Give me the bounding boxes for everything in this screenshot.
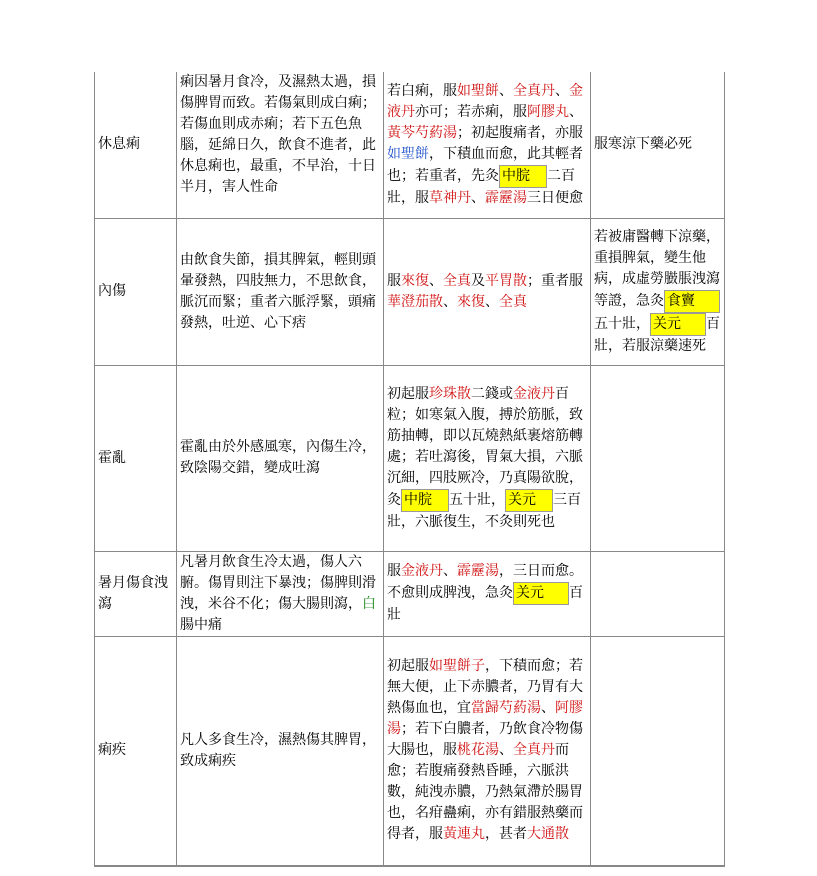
remedy-name: 如聖餅子 — [429, 658, 485, 675]
remedy-name: 全真 — [443, 272, 471, 289]
table-row — [95, 551, 725, 636]
remedy-name: 華澄茄散 — [387, 293, 443, 310]
acupoint-highlight: 中脘 — [499, 165, 547, 188]
remedy-name: 如聖餅 — [387, 145, 429, 162]
text-segment: 服寒涼下藥必死 — [594, 136, 692, 153]
text-segment: 、 — [485, 293, 499, 310]
remedy-name: 當歸芍葯湯 — [471, 700, 541, 717]
text-segment: 、 — [555, 82, 569, 99]
text-segment: 腸中痛 — [180, 616, 222, 633]
text-segment: 三日便愈 — [527, 189, 583, 206]
remedy-name: 金液丹 — [401, 563, 443, 579]
remedy-name: 阿膠丸 — [527, 103, 569, 120]
warning-cell — [591, 636, 725, 866]
text-segment: 五十壯， — [449, 491, 505, 508]
remedy-name: 平胃散 — [485, 272, 527, 289]
text-segment: 五十壯， — [594, 315, 650, 332]
remedy-name: 桃花湯 — [457, 742, 499, 759]
remedy-name: 霹靂湯 — [485, 189, 527, 206]
text-segment: 若被庸醫轉下涼藥，重損脾氣，變生他病，成虛勞臌脹洩瀉等證，急灸 — [594, 228, 720, 309]
text-segment: 、 — [443, 293, 457, 310]
remedy-name: 白 — [362, 595, 376, 612]
text-segment: ；重者服 — [527, 272, 583, 289]
text-segment: 百粒；如寒氣入腹，搏於筋脈，致筋抽轉，即以瓦燒熱紙裹熔筋轉處；若吐瀉後，胃氣大損，六脈沉細，四肢厥冷，乃真陽欲脫，灸 — [387, 385, 583, 508]
cause-cell: 痢因暑月食冷，及濕熱太過，損傷脾胃而致。若傷氣則成白痢；若傷血則成赤痢；若下五色魚腦，延綿日久，飲食不進者，此休息痢也，最重，不早治，十日半月，害人性命 — [177, 72, 384, 218]
text-segment: 服 — [387, 272, 401, 289]
text-segment: 百壯 — [387, 585, 583, 623]
text-segment: ；若下白膿者，乃飲食冷物傷大腸也，服 — [387, 721, 583, 759]
text-segment: ，甚者 — [485, 826, 527, 843]
warning-cell — [591, 365, 725, 551]
disease-name-cell: 內傷 — [95, 218, 177, 365]
text-segment: 若白痢，服 — [387, 82, 457, 99]
cause-cell: 霍亂由於外感風寒，內傷生冷，致陰陽交錯，變成吐瀉 — [177, 365, 384, 551]
acupoint-highlight: 关元 — [650, 313, 706, 336]
treatment-cell — [384, 218, 591, 365]
text-segment: 二錢或 — [471, 385, 513, 402]
treatment-cell — [384, 72, 591, 218]
text-segment: 而愈；若腹痛發熱昏睡，六脈洪數，純洩赤膿，乃熱氣滯於腸胃也，名疳蠱痢，亦有錯服熱藥而得者，服 — [387, 742, 583, 843]
disease-name-cell: 暑月傷食洩瀉 — [95, 551, 177, 636]
warning-cell — [591, 218, 725, 365]
remedy-name: 草神丹 — [429, 189, 471, 206]
text-segment: 、 — [541, 700, 555, 717]
text-segment: 、 — [499, 82, 513, 99]
remedy-name: 來復 — [457, 293, 485, 310]
remedy-name: 全真丹 — [513, 742, 555, 759]
text-segment: ，下積血而愈，此其輕者也；若重者，先灸 — [387, 145, 583, 184]
text-segment: 凡暑月飲食生冷太過，傷人六腑。傷胃則注下暴洩；傷脾則滑洩，米谷不化；傷大腸則瀉， — [180, 553, 376, 612]
text-segment: 亦可；若赤痢，服 — [415, 103, 527, 120]
disease-name-cell: 休息痢 — [95, 72, 177, 218]
text-segment: ，三日而愈。不愈則成脾洩，急灸 — [387, 563, 583, 601]
text-segment: 、 — [569, 103, 583, 120]
remedy-name: 黃芩芍葯湯 — [387, 124, 457, 141]
warning-cell — [591, 551, 725, 636]
remedy-name: 全真 — [499, 293, 527, 310]
acupoint-highlight: 中脘 — [401, 489, 449, 512]
text-segment: 、 — [499, 742, 513, 759]
warning-cell — [591, 72, 725, 218]
table-row — [95, 365, 725, 551]
text-segment: 、 — [443, 563, 457, 579]
text-segment: 、 — [429, 272, 443, 289]
remedy-name: 金液丹 — [387, 82, 583, 120]
text-segment: ，下積而愈；若無大便，止下赤膿者，乃胃有大熱傷血也，宜 — [387, 658, 583, 717]
remedy-name: 霹靂湯 — [457, 563, 499, 579]
treatment-cell — [384, 551, 591, 636]
disease-treatment-table — [94, 72, 725, 867]
remedy-name: 金液丹 — [513, 385, 555, 402]
remedy-name: 大通散 — [527, 826, 569, 843]
disease-name-cell: 霍亂 — [95, 365, 177, 551]
text-segment: 及 — [471, 272, 485, 289]
disease-name-cell: 痢疾 — [95, 636, 177, 866]
cause-cell: 凡人多食生冷，濕熱傷其脾胃，致成痢疾 — [177, 636, 384, 866]
table-row — [95, 218, 725, 365]
remedy-name: 來復 — [401, 272, 429, 289]
acupoint-highlight: 关元 — [513, 582, 569, 605]
remedy-name: 全真丹 — [513, 82, 555, 99]
acupoint-highlight: 食竇 — [664, 290, 720, 313]
table-row — [95, 72, 725, 218]
text-segment: ；初起腹痛者，亦服 — [457, 124, 583, 141]
remedy-name: 如聖餅 — [457, 82, 499, 99]
treatment-cell — [384, 636, 591, 866]
text-segment: 初起服 — [387, 385, 429, 402]
cause-cell — [177, 551, 384, 636]
text-segment: 、 — [471, 189, 485, 206]
treatment-cell — [384, 365, 591, 551]
text-segment: 二百壯，服 — [387, 167, 575, 206]
remedy-name: 阿膠湯 — [387, 700, 583, 738]
cause-cell: 由飲食失節，損其脾氣，輕則頭暈發熱，四肢無力，不思飲食，脈沉而緊；重者六脈浮緊，頭痛發熱，吐逆、心下痞 — [177, 218, 384, 365]
table-row — [95, 636, 725, 866]
text-segment: 初起服 — [387, 658, 429, 675]
remedy-name: 珍珠散 — [429, 385, 471, 402]
remedy-name: 黃連丸 — [443, 826, 485, 843]
text-segment: 服 — [387, 563, 401, 579]
acupoint-highlight: 关元 — [505, 489, 553, 512]
text-segment: 三百壯，六脈復生，不灸則死也 — [387, 491, 581, 530]
text-segment: 百壯，若服涼藥速死 — [594, 315, 720, 354]
